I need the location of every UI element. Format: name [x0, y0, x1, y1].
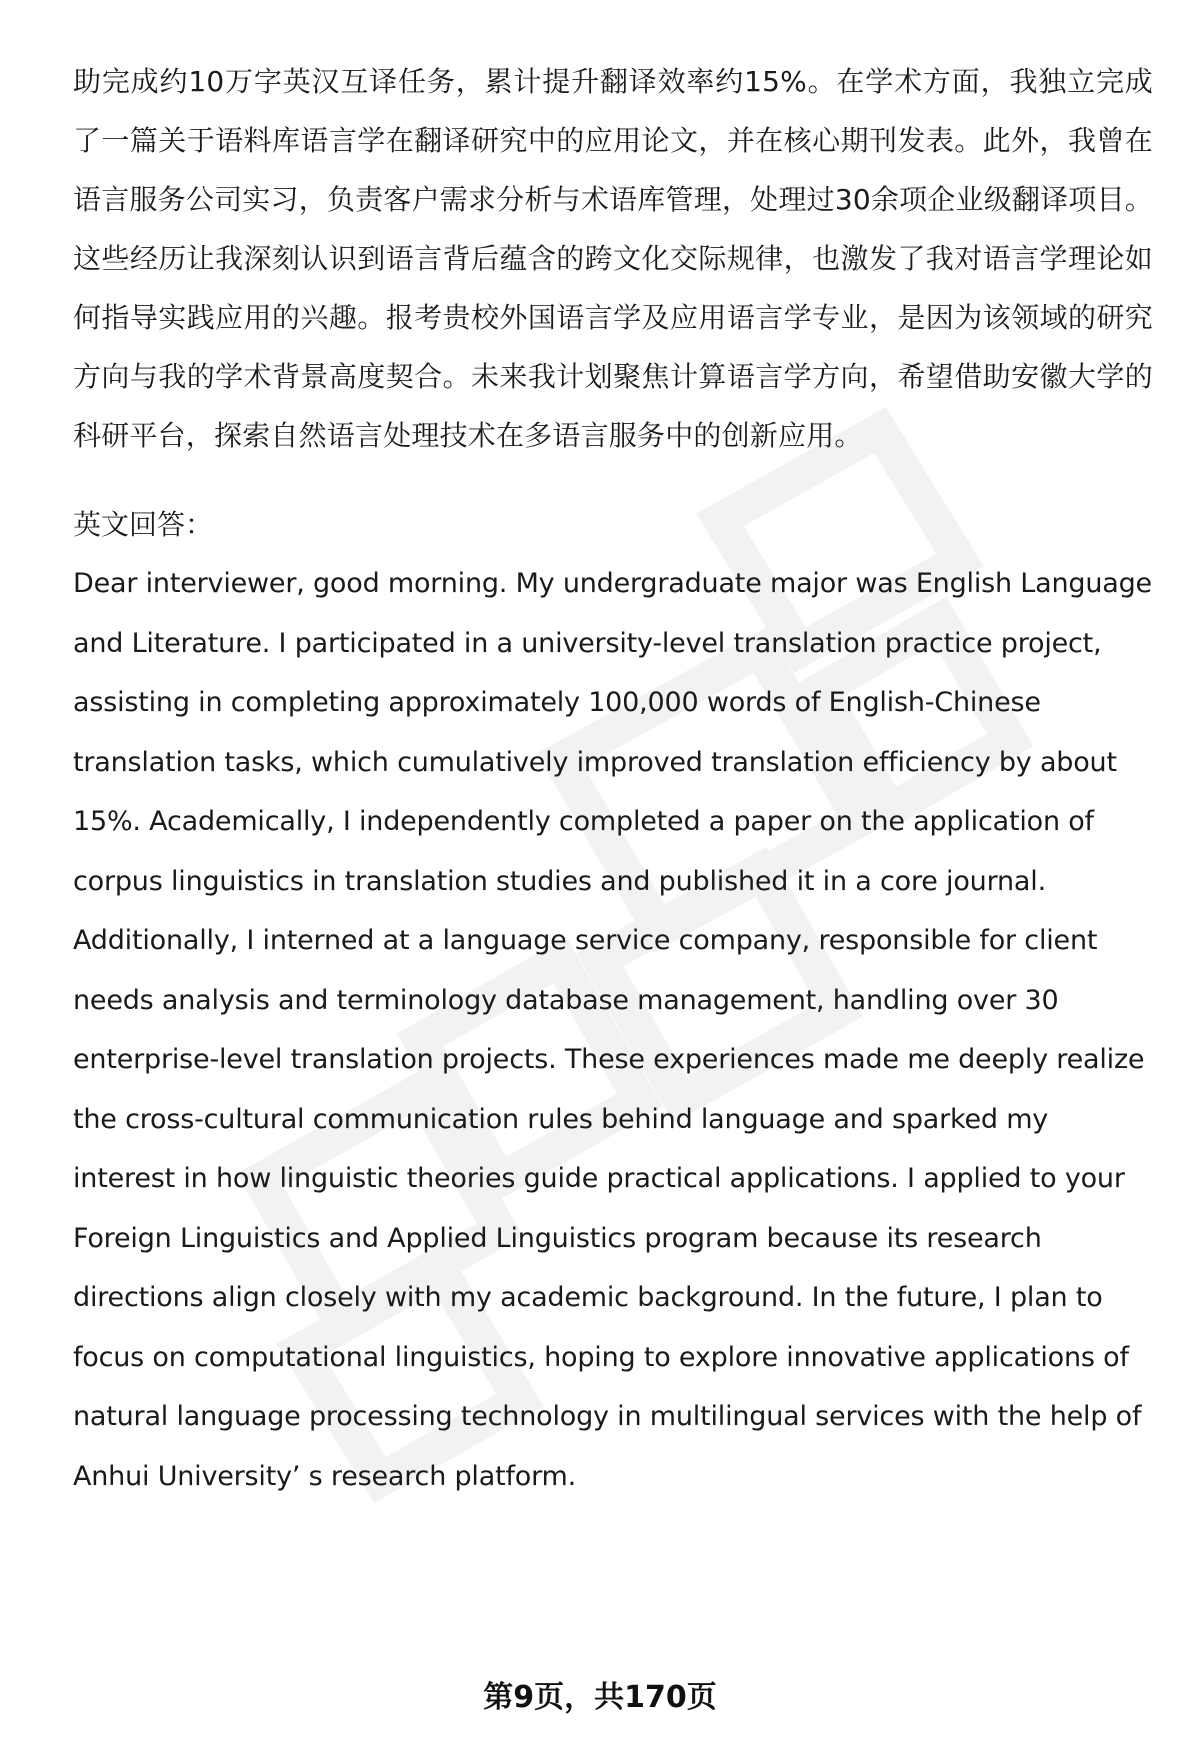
page-number-footer: 第9页，共170页: [483, 1680, 717, 1715]
english-answer-paragraph: Dear interviewer, good morning. My undergraduate major was English Language and Literature. I participated in a university-level translation practice project, assisting in completing approximately 100,000 words of English-Chinese translation tasks, which cumulatively improved translation efficiency by about 15%. Academically, I independently completed a paper on the application of corpus linguistics in translation studies and published it in a core journal. Additionally, I interned at a language service company, responsible for client needs analysis and terminology database management, handling over 30 enterprise-level translation projects. These experiences made me deeply realize the cross-cultural communication rules behind language and sparked my interest in how linguistic theories guide practical applications. I applied to your Foreign Linguistics and Applied Linguistics program because its research directions align closely with my academic background. In the future, I plan to focus on computational linguistics, hoping to explore innovative applications of natural language processing technology in multilingual services with the help of Anhui University’ s research platform.: [73, 568, 1152, 1492]
document-body: [73, 52, 1153, 1506]
chinese-answer-paragraph: 助完成约10万字英汉互译任务，累计提升翻译效率约15%。在学术方面，我独立完成了一篇关于语料库语言学在翻译研究中的应用论文，并在核心期刊发表。此外，我曾在语言服务公司实习，负责客户需求分析与术语库管理，处理过30余项企业级翻译项目。这些经历让我深刻认识到语言背后蕴含的跨文化交际规律，也激发了我对语言学理论如何指导实践应用的兴趣。报考贵校外国语言学及应用语言学专业，是因为该领域的研究方向与我的学术背景高度契合。未来我计划聚焦计算语言学方向，希望借助安徽大学的科研平台，探索自然语言处理技术在多语言服务中的创新应用。: [73, 65, 1153, 452]
english-answer-heading: 英文回答：: [73, 508, 214, 541]
